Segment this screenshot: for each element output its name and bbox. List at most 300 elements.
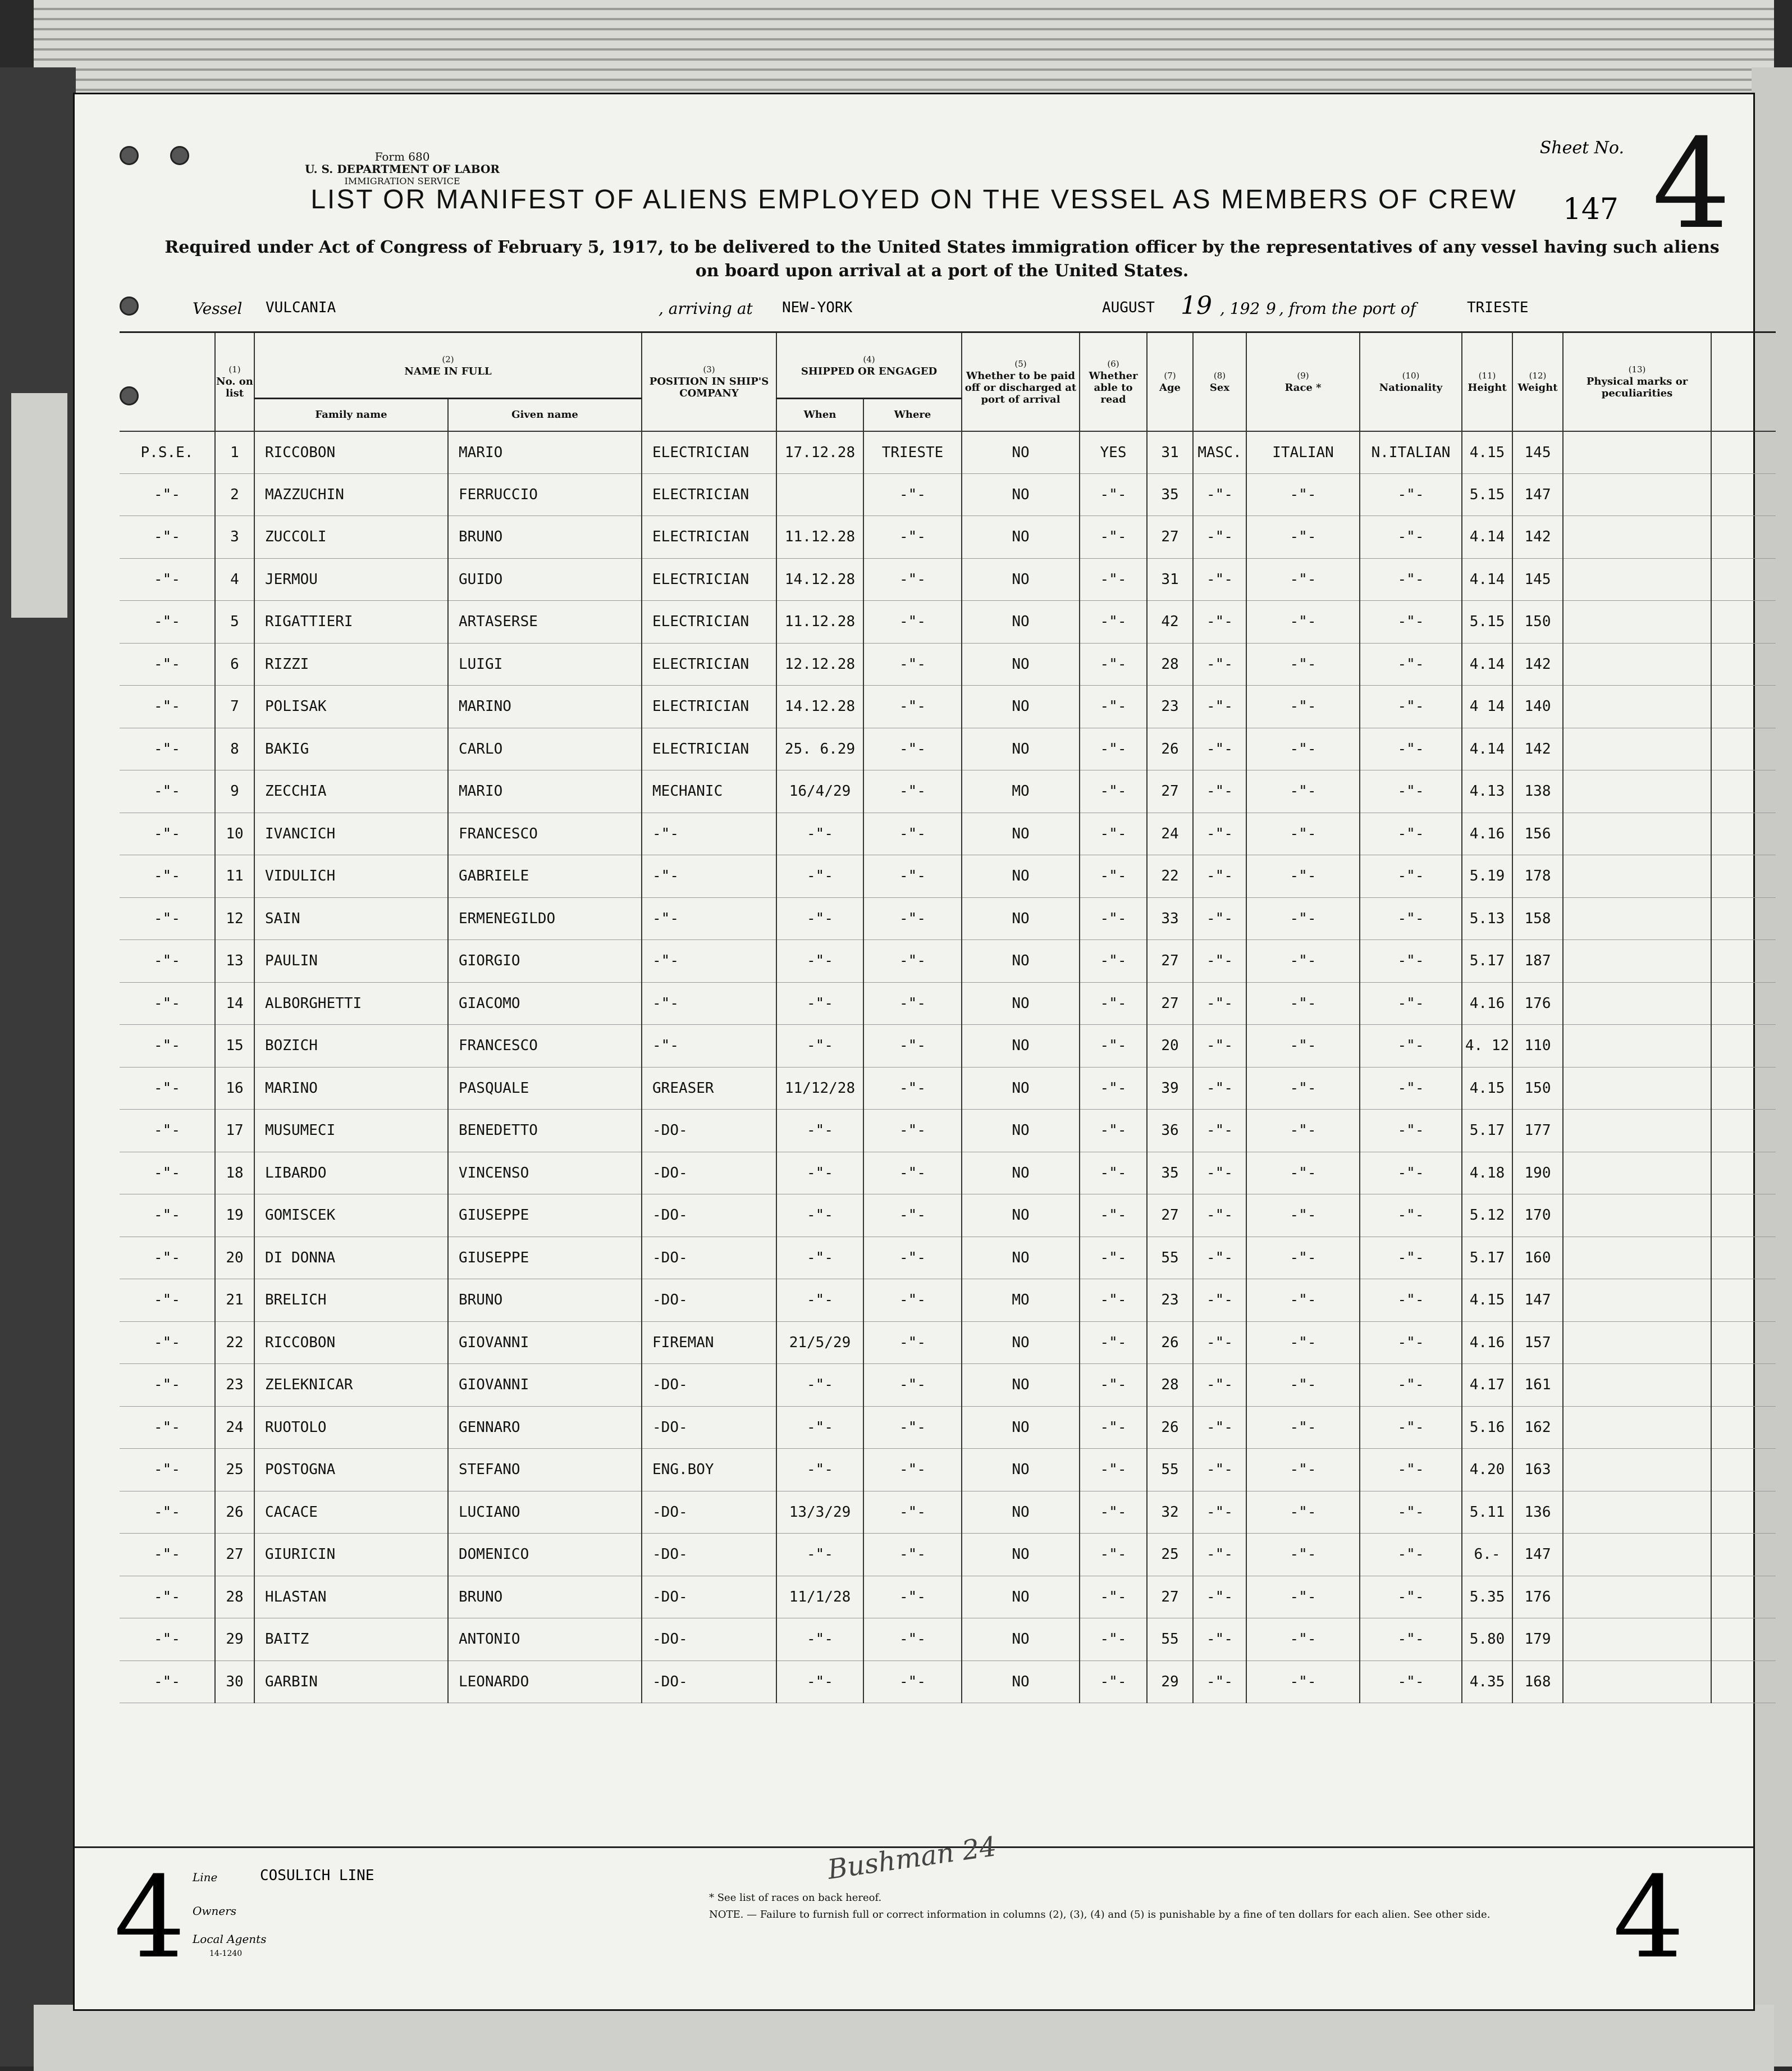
table-row — [120, 473, 1776, 516]
agents-label: Local Agents — [193, 1932, 267, 1946]
physical-marks — [1563, 1152, 1711, 1194]
race: -"- — [1246, 1279, 1360, 1322]
able-to-read: -"- — [1080, 770, 1147, 813]
family-name: RICCOBON — [254, 431, 448, 474]
paid-off: NO — [962, 1152, 1080, 1194]
list-number: 5 — [215, 601, 254, 644]
weight: 176 — [1512, 1576, 1563, 1618]
sex: -"- — [1193, 940, 1246, 983]
given-name: GIOVANNI — [448, 1321, 642, 1364]
sex: -"- — [1193, 855, 1246, 898]
weight: 190 — [1512, 1152, 1563, 1194]
given-name: LUCIANO — [448, 1491, 642, 1534]
age: 29 — [1147, 1661, 1193, 1703]
margin-mark: -"- — [120, 473, 215, 516]
age: 31 — [1147, 558, 1193, 601]
col-position-header — [642, 332, 776, 431]
position: -"- — [642, 1025, 776, 1068]
extra-cell — [1711, 1364, 1776, 1407]
paid-off: NO — [962, 473, 1080, 516]
col-label: Physical marks or peculiarities — [1586, 376, 1688, 400]
race: -"- — [1246, 1364, 1360, 1407]
shipped-where: -"- — [863, 1067, 962, 1110]
weight: 179 — [1512, 1618, 1563, 1661]
margin-mark: -"- — [120, 1279, 215, 1322]
position: GREASER — [642, 1067, 776, 1110]
shipped-when: 14.12.28 — [776, 686, 863, 728]
able-to-read: -"- — [1080, 1194, 1147, 1237]
vessel-line — [193, 291, 1708, 322]
able-to-read: -"- — [1080, 558, 1147, 601]
margin-mark: -"- — [120, 982, 215, 1025]
list-number: 25 — [215, 1449, 254, 1491]
nationality: -"- — [1360, 940, 1462, 983]
age: 28 — [1147, 1364, 1193, 1407]
physical-marks — [1563, 1491, 1711, 1534]
height: 4.15 — [1462, 431, 1512, 474]
able-to-read: -"- — [1080, 1279, 1147, 1322]
list-number: 23 — [215, 1364, 254, 1407]
table-row — [120, 813, 1776, 855]
nationality: -"- — [1360, 813, 1462, 855]
family-name: MARINO — [254, 1067, 448, 1110]
family-name: RIZZI — [254, 643, 448, 686]
shipped-where: -"- — [863, 1025, 962, 1068]
owners-label: Owners — [193, 1904, 237, 1918]
page-stack-bottom — [34, 2005, 1774, 2071]
age: 25 — [1147, 1534, 1193, 1576]
nationality: -"- — [1360, 1364, 1462, 1407]
physical-marks — [1563, 1321, 1711, 1364]
physical-marks — [1563, 855, 1711, 898]
sex: -"- — [1193, 1618, 1246, 1661]
paid-off: NO — [962, 643, 1080, 686]
height: 4.20 — [1462, 1449, 1512, 1491]
given-name: FERRUCCIO — [448, 473, 642, 516]
list-number: 16 — [215, 1067, 254, 1110]
shipped-where: -"- — [863, 1449, 962, 1491]
nationality: N.ITALIAN — [1360, 431, 1462, 474]
position: -DO- — [642, 1279, 776, 1322]
margin-header — [120, 332, 215, 431]
paper-strip — [11, 393, 67, 618]
nationality: -"- — [1360, 473, 1462, 516]
margin-mark: -"- — [120, 1067, 215, 1110]
physical-marks — [1563, 813, 1711, 855]
race: -"- — [1246, 940, 1360, 983]
given-name: GENNARO — [448, 1406, 642, 1449]
race: -"- — [1246, 728, 1360, 770]
shipped-where: -"- — [863, 1491, 962, 1534]
shipped-when: -"- — [776, 1237, 863, 1279]
col-race-header — [1246, 332, 1360, 431]
weight: 136 — [1512, 1491, 1563, 1534]
sex: -"- — [1193, 1025, 1246, 1068]
physical-marks — [1563, 1661, 1711, 1703]
arrival-day: 19 — [1181, 291, 1212, 320]
physical-marks — [1563, 686, 1711, 728]
nationality: -"- — [1360, 855, 1462, 898]
age: 35 — [1147, 1152, 1193, 1194]
paid-off: NO — [962, 813, 1080, 855]
weight: 150 — [1512, 601, 1563, 644]
table-row — [120, 1661, 1776, 1703]
list-number: 2 — [215, 473, 254, 516]
height: 4.14 — [1462, 643, 1512, 686]
nationality: -"- — [1360, 1194, 1462, 1237]
position: FIREMAN — [642, 1321, 776, 1364]
sex: -"- — [1193, 982, 1246, 1025]
shipped-when: -"- — [776, 1152, 863, 1194]
given-name: FRANCESCO — [448, 813, 642, 855]
given-name: BRUNO — [448, 516, 642, 559]
table-row — [120, 686, 1776, 728]
margin-mark: -"- — [120, 686, 215, 728]
age: 35 — [1147, 473, 1193, 516]
shipped-where: -"- — [863, 1279, 962, 1322]
shipped-when: -"- — [776, 855, 863, 898]
extra-cell — [1711, 1237, 1776, 1279]
height: 4.16 — [1462, 1321, 1512, 1364]
weight: 161 — [1512, 1364, 1563, 1407]
handwritten-number: 147 — [1562, 193, 1619, 226]
family-name: DI DONNA — [254, 1237, 448, 1279]
position: -DO- — [642, 1152, 776, 1194]
table-row — [120, 770, 1776, 813]
paid-off: NO — [962, 855, 1080, 898]
penalty-note: NOTE. — Failure to furnish full or correct information in columns (2), (3), (4) and (5) is punishable by a fine of ten dollars for each alien. See other side. — [709, 1909, 1491, 1921]
margin-mark: -"- — [120, 643, 215, 686]
from-label: , from the port of — [1279, 299, 1416, 318]
given-name: GIUSEPPE — [448, 1237, 642, 1279]
weight: 178 — [1512, 855, 1563, 898]
nationality: -"- — [1360, 897, 1462, 940]
margin-mark: -"- — [120, 770, 215, 813]
paid-off: NO — [962, 897, 1080, 940]
family-name: MUSUMECI — [254, 1110, 448, 1152]
weight: 145 — [1512, 431, 1563, 474]
family-name: ZECCHIA — [254, 770, 448, 813]
shipped-where: -"- — [863, 1534, 962, 1576]
right-sheet-mark: 4 — [1613, 1853, 1685, 1983]
race: -"- — [1246, 643, 1360, 686]
position: -DO- — [642, 1110, 776, 1152]
weight: 162 — [1512, 1406, 1563, 1449]
page-stack-left — [0, 67, 76, 2067]
sex: -"- — [1193, 1237, 1246, 1279]
extra-cell — [1711, 1406, 1776, 1449]
age: 27 — [1147, 940, 1193, 983]
vessel-name: VULCANIA — [266, 299, 336, 316]
able-to-read: -"- — [1080, 1364, 1147, 1407]
able-to-read: -"- — [1080, 855, 1147, 898]
given-name: ERMENEGILDO — [448, 897, 642, 940]
family-name: BOZICH — [254, 1025, 448, 1068]
family-name: PAULIN — [254, 940, 448, 983]
shipped-where: -"- — [863, 855, 962, 898]
given-name: PASQUALE — [448, 1067, 642, 1110]
sex: -"- — [1193, 770, 1246, 813]
family-name: GOMISCEK — [254, 1194, 448, 1237]
col-number: (6) — [1107, 358, 1119, 369]
list-number: 28 — [215, 1576, 254, 1618]
sheet-label: Sheet No. — [1539, 138, 1624, 158]
punch-hole — [170, 146, 189, 165]
given-name: GIUSEPPE — [448, 1194, 642, 1237]
able-to-read: YES — [1080, 431, 1147, 474]
sex: -"- — [1193, 643, 1246, 686]
position: ELECTRICIAN — [642, 686, 776, 728]
age: 55 — [1147, 1237, 1193, 1279]
age: 26 — [1147, 1406, 1193, 1449]
shipped-when: 11.12.28 — [776, 601, 863, 644]
height: 4.14 — [1462, 728, 1512, 770]
height: 5.17 — [1462, 1237, 1512, 1279]
position: ELECTRICIAN — [642, 431, 776, 474]
able-to-read: -"- — [1080, 813, 1147, 855]
able-to-read: -"- — [1080, 1661, 1147, 1703]
height: 4.16 — [1462, 982, 1512, 1025]
extra-cell — [1711, 1661, 1776, 1703]
shipped-where: -"- — [863, 516, 962, 559]
weight: 176 — [1512, 982, 1563, 1025]
col-label: Weight — [1517, 381, 1558, 394]
position: ELECTRICIAN — [642, 516, 776, 559]
paid-off: NO — [962, 431, 1080, 474]
physical-marks — [1563, 1025, 1711, 1068]
table-row — [120, 558, 1776, 601]
extra-cell — [1711, 643, 1776, 686]
paid-off: NO — [962, 1449, 1080, 1491]
extra-cell — [1711, 770, 1776, 813]
age: 27 — [1147, 982, 1193, 1025]
sex: -"- — [1193, 473, 1246, 516]
shipped-when: 14.12.28 — [776, 558, 863, 601]
position: ENG.BOY — [642, 1449, 776, 1491]
family-name: POSTOGNA — [254, 1449, 448, 1491]
nationality: -"- — [1360, 1067, 1462, 1110]
age: 20 — [1147, 1025, 1193, 1068]
height: 4. 12 — [1462, 1025, 1512, 1068]
sex: -"- — [1193, 728, 1246, 770]
col-list-number-header — [215, 332, 254, 431]
physical-marks — [1563, 558, 1711, 601]
weight: 142 — [1512, 643, 1563, 686]
officer-signature: Bushman 24 — [825, 1831, 999, 1886]
able-to-read: -"- — [1080, 601, 1147, 644]
nationality: -"- — [1360, 516, 1462, 559]
nationality: -"- — [1360, 1491, 1462, 1534]
margin-mark: -"- — [120, 516, 215, 559]
race: -"- — [1246, 1406, 1360, 1449]
age: 31 — [1147, 431, 1193, 474]
col-number: (3) — [703, 364, 715, 375]
table-row — [120, 1152, 1776, 1194]
position: -"- — [642, 982, 776, 1025]
extra-cell — [1711, 473, 1776, 516]
shipped-where: -"- — [863, 1152, 962, 1194]
family-name: ALBORGHETTI — [254, 982, 448, 1025]
race: -"- — [1246, 770, 1360, 813]
table-row — [120, 1449, 1776, 1491]
physical-marks — [1563, 1364, 1711, 1407]
sex: -"- — [1193, 813, 1246, 855]
paid-off: NO — [962, 516, 1080, 559]
age: 26 — [1147, 728, 1193, 770]
height: 5.35 — [1462, 1576, 1512, 1618]
list-number: 1 — [215, 431, 254, 474]
col-number: (11) — [1478, 370, 1496, 381]
paid-off: NO — [962, 601, 1080, 644]
paid-off: NO — [962, 1406, 1080, 1449]
table-row — [120, 643, 1776, 686]
shipped-where: -"- — [863, 1406, 962, 1449]
family-name: ZUCCOLI — [254, 516, 448, 559]
family-name: LIBARDO — [254, 1152, 448, 1194]
extra-cell — [1711, 1110, 1776, 1152]
height: 5.15 — [1462, 473, 1512, 516]
weight: 163 — [1512, 1449, 1563, 1491]
extra-cell — [1711, 1491, 1776, 1534]
margin-mark: -"- — [120, 1025, 215, 1068]
col-label: Nationality — [1379, 381, 1443, 394]
family-name: RUOTOLO — [254, 1406, 448, 1449]
height: 5.80 — [1462, 1618, 1512, 1661]
margin-mark: -"- — [120, 1152, 215, 1194]
col-sex-header — [1193, 332, 1246, 431]
given-name: BENEDETTO — [448, 1110, 642, 1152]
race: -"- — [1246, 1025, 1360, 1068]
given-name: ARTASERSE — [448, 601, 642, 644]
nationality: -"- — [1360, 558, 1462, 601]
paid-off: NO — [962, 1110, 1080, 1152]
table-row — [120, 1279, 1776, 1322]
paid-off: NO — [962, 1576, 1080, 1618]
age: 39 — [1147, 1067, 1193, 1110]
physical-marks — [1563, 431, 1711, 474]
age: 23 — [1147, 686, 1193, 728]
nationality: -"- — [1360, 770, 1462, 813]
col-height-header — [1462, 332, 1512, 431]
able-to-read: -"- — [1080, 982, 1147, 1025]
physical-marks — [1563, 1279, 1711, 1322]
race: -"- — [1246, 1534, 1360, 1576]
col-number: (12) — [1529, 370, 1547, 381]
shipped-where: -"- — [863, 1237, 962, 1279]
extra-cell — [1711, 686, 1776, 728]
manifest-sheet — [73, 93, 1755, 2011]
given-name: MARIO — [448, 431, 642, 474]
margin-mark: P.S.E. — [120, 431, 215, 474]
nationality: -"- — [1360, 643, 1462, 686]
list-number: 13 — [215, 940, 254, 983]
department-name: U. S. DEPARTMENT OF LABOR — [305, 162, 500, 176]
position: MECHANIC — [642, 770, 776, 813]
shipped-where: -"- — [863, 1576, 962, 1618]
punch-hole — [120, 146, 139, 165]
col-label: Sex — [1209, 381, 1230, 394]
line-value: COSULICH LINE — [260, 1867, 374, 1884]
shipped-where: -"- — [863, 1321, 962, 1364]
margin-mark: -"- — [120, 940, 215, 983]
shipped-where: -"- — [863, 601, 962, 644]
age: 27 — [1147, 1576, 1193, 1618]
service-name: IMMIGRATION SERVICE — [344, 176, 460, 186]
list-number: 7 — [215, 686, 254, 728]
shipped-when: -"- — [776, 897, 863, 940]
left-sheet-mark: 4 — [114, 1853, 186, 1983]
list-number: 15 — [215, 1025, 254, 1068]
able-to-read: -"- — [1080, 1576, 1147, 1618]
shipped-when: -"- — [776, 1110, 863, 1152]
col-number: (1) — [228, 364, 241, 375]
nationality: -"- — [1360, 1576, 1462, 1618]
given-name: MARIO — [448, 770, 642, 813]
given-name: GIOVANNI — [448, 1364, 642, 1407]
sex: -"- — [1193, 558, 1246, 601]
shipped-where: -"- — [863, 1364, 962, 1407]
able-to-read: -"- — [1080, 1237, 1147, 1279]
age: 28 — [1147, 643, 1193, 686]
margin-mark: -"- — [120, 601, 215, 644]
paid-off: NO — [962, 686, 1080, 728]
col-label: Race * — [1284, 381, 1322, 394]
paid-off: NO — [962, 1491, 1080, 1534]
col-number: (2) — [442, 354, 454, 364]
family-name: MAZZUCHIN — [254, 473, 448, 516]
margin-mark: -"- — [120, 1406, 215, 1449]
margin-mark: -"- — [120, 1110, 215, 1152]
extra-cell — [1711, 728, 1776, 770]
col-nationality-header — [1360, 332, 1462, 431]
shipped-when — [776, 473, 863, 516]
extra-cell — [1711, 1534, 1776, 1576]
height: 5.12 — [1462, 1194, 1512, 1237]
nationality: -"- — [1360, 1025, 1462, 1068]
col-label: No. on list — [216, 376, 253, 400]
shipped-when: 25. 6.29 — [776, 728, 863, 770]
table-row — [120, 1321, 1776, 1364]
given-name: BRUNO — [448, 1279, 642, 1322]
given-name: FRANCESCO — [448, 1025, 642, 1068]
height: 5.11 — [1462, 1491, 1512, 1534]
family-name: RIGATTIERI — [254, 601, 448, 644]
table-row — [120, 1576, 1776, 1618]
position: -DO- — [642, 1534, 776, 1576]
nationality: -"- — [1360, 1237, 1462, 1279]
weight: 110 — [1512, 1025, 1563, 1068]
col-label: Age — [1159, 381, 1181, 394]
able-to-read: -"- — [1080, 1534, 1147, 1576]
sex: -"- — [1193, 1491, 1246, 1534]
extra-cell — [1711, 431, 1776, 474]
paid-off: NO — [962, 1364, 1080, 1407]
paid-off: NO — [962, 1321, 1080, 1364]
race: -"- — [1246, 813, 1360, 855]
shipped-when: 11/12/28 — [776, 1067, 863, 1110]
list-number: 19 — [215, 1194, 254, 1237]
extra-cell — [1711, 1067, 1776, 1110]
shipped-where: -"- — [863, 813, 962, 855]
given-name: GABRIELE — [448, 855, 642, 898]
margin-mark: -"- — [120, 558, 215, 601]
weight: 158 — [1512, 897, 1563, 940]
family-name: VIDULICH — [254, 855, 448, 898]
age: 36 — [1147, 1110, 1193, 1152]
race: -"- — [1246, 1321, 1360, 1364]
age: 55 — [1147, 1618, 1193, 1661]
shipped-where: -"- — [863, 940, 962, 983]
